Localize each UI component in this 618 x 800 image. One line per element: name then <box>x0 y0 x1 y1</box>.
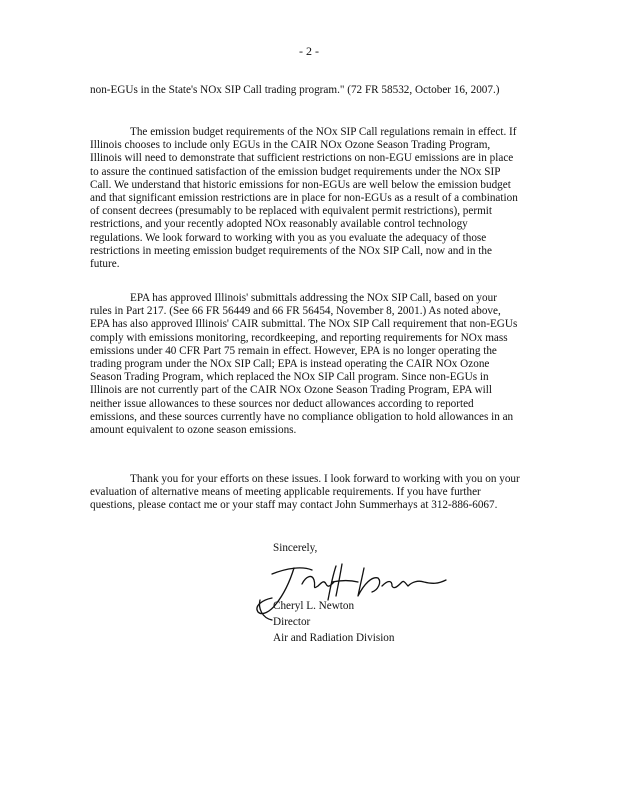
signer-division: Air and Radiation Division <box>273 632 395 644</box>
signature-block <box>273 598 395 646</box>
closing-salutation: Sincerely, <box>273 542 318 554</box>
signer-name: Cheryl L. Newton <box>273 600 355 612</box>
paragraph-thank-you: Thank you for your efforts on these issues. I look forward to working with you on your evaluation of alternative means of meeting applicable requirements. If you have further questions, please contact me or your staff may contact John Summerhays at 312-886-6067. <box>90 473 520 512</box>
paragraph-epa-approval: EPA has approved Illinois' submittals addressing the NOx SIP Call, based on your rules in Part 217. (See 66 FR 56449 and 66 FR 56454, November 8, 2001.) As noted above, EPA has also approved Illinois' CAIR submittal. The NOx SIP Call requirement that non-EGUs comply with emissions monitoring, recordkeeping, and reporting requirements for NOx mass emissions under 40 CFR Part 75 remain in effect. However, EPA is no longer operating the trading program under the NOx SIP Call; EPA is instead operating the CAIR NOx Ozone Season Trading Program, which replaced the NOx SIP Call program. Since non-EGUs in Illinois are not currently part of the CAIR NOx Ozone Season Trading Program, EPA will neither issue allowances to these sources nor deduct allowances according to reported emissions, and these sources currently have no compliance obligation to hold allowances in an amount equivalent to ozone season emissions. <box>90 292 518 437</box>
page-number: - 2 - <box>299 44 319 58</box>
paragraph-continuation: non-EGUs in the State's NOx SIP Call trading program." (72 FR 58532, October 16, 2007.) <box>90 84 500 96</box>
paragraph-emission-budget: The emission budget requirements of the NOx SIP Call regulations remain in effect. If Illinois chooses to include only EGUs in the CAIR NOx Ozone Season Trading Program, Illinois will need to demonstrate that sufficient restrictions on non-EGU emissions are in place to assure the continued satisfaction of the emission budget requirements under the NOx SIP Call. We understand that historic emissions for non-EGUs are well below the emission budget and that significant emission restrictions are in place for non-EGUs as a result of a combination of consent decrees (presumably to be replaced with equivalent permit restrictions), permit restrictions, and your recently adopted NOx reasonably available control technology regulations. We look forward to working with you as you evaluate the adequacy of those restrictions in meeting emission budget requirements of the NOx SIP Call, now and in the future. <box>90 126 518 271</box>
signer-title: Director <box>273 616 311 628</box>
